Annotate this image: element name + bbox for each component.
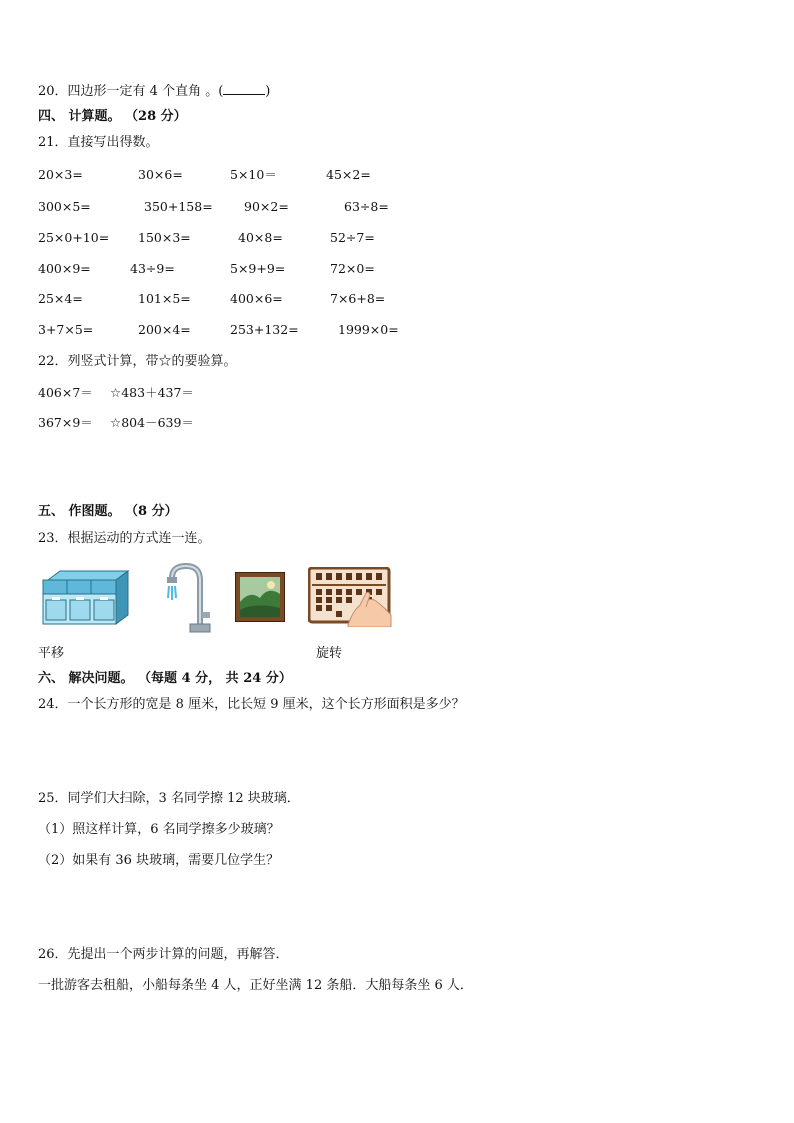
- vertical-calc-item: 367×9＝: [38, 415, 93, 430]
- section-4-title: 四、 计算题。 （28 分）: [38, 109, 187, 124]
- vertical-calc-item: ☆804－639＝: [110, 415, 194, 430]
- calc-item: 150×3=: [138, 230, 191, 245]
- calc-item: 40×8=: [238, 230, 283, 245]
- abacus-image: [308, 567, 392, 627]
- calc-item: 300×5=: [38, 199, 91, 214]
- cabinet-drawers-image: [42, 570, 130, 626]
- question-26-text: 26．先提出一个两步计算的问题，再解答．: [38, 947, 289, 962]
- calc-item: 7×6+8=: [330, 291, 386, 306]
- vertical-calc-item: 406×7＝: [38, 385, 93, 400]
- calc-item: 52÷7=: [330, 230, 375, 245]
- calc-item: 20×3=: [38, 167, 83, 182]
- label-translation: 平移: [38, 646, 65, 661]
- question-25-sub1: （1）照这样计算，6 名同学擦多少玻璃？: [38, 822, 280, 837]
- calc-item: 3+7×5=: [38, 322, 94, 337]
- question-25-sub2: （2）如果有 36 块玻璃，需要几位学生？: [38, 853, 280, 868]
- section-6-title: 六、 解决问题。 （每题 4 分， 共 24 分）: [38, 671, 292, 686]
- question-26-body: 一批游客去租船，小船每条坐 4 人，正好坐满 12 条船．大船每条坐 6 人．: [38, 978, 473, 993]
- section-5-title: 五、 作图题。 （8 分）: [38, 504, 178, 519]
- calc-item: 200×4=: [138, 322, 191, 337]
- question-24-text: 24．一个长方形的宽是 8 厘米，比长短 9 厘米，这个长方形面积是多少？: [38, 697, 465, 712]
- question-20-text: 20．四边形一定有 4 个直角 。(: [38, 84, 224, 99]
- vertical-calc-item: ☆483＋437＝: [110, 385, 194, 400]
- calc-item: 25×4=: [38, 291, 83, 306]
- label-rotation: 旋转: [316, 646, 343, 661]
- calc-item: 72×0=: [330, 261, 375, 276]
- calc-item: 1999×0=: [338, 322, 399, 337]
- question-20-close: ): [265, 84, 271, 99]
- calc-item: 45×2=: [326, 167, 371, 182]
- calc-item: 90×2=: [244, 199, 289, 214]
- calc-item: 25×0+10=: [38, 230, 110, 245]
- calc-item: 30×6=: [138, 167, 183, 182]
- question-20: [38, 82, 270, 101]
- calc-item: 350+158=: [144, 199, 213, 214]
- calc-item: 5×9+9=: [230, 261, 286, 276]
- calc-item: 101×5=: [138, 291, 191, 306]
- framed-picture-image: [235, 572, 285, 622]
- water-faucet-image: [160, 562, 216, 634]
- question-23-text: 23．根据运动的方式连一连。: [38, 531, 211, 546]
- question-22-text: 22．列竖式计算，带☆的要验算。: [38, 354, 237, 369]
- calc-item: 253+132=: [230, 322, 299, 337]
- calc-item: 400×9=: [38, 261, 91, 276]
- calc-item: 43÷9=: [130, 261, 175, 276]
- calc-item: 5×10＝: [230, 167, 277, 182]
- answer-blank[interactable]: [223, 82, 265, 95]
- calc-item: 63÷8=: [344, 199, 389, 214]
- question-25-text: 25．同学们大扫除，3 名同学擦 12 块玻璃．: [38, 791, 300, 806]
- calc-item: 400×6=: [230, 291, 283, 306]
- question-21-text: 21．直接写出得数。: [38, 135, 159, 150]
